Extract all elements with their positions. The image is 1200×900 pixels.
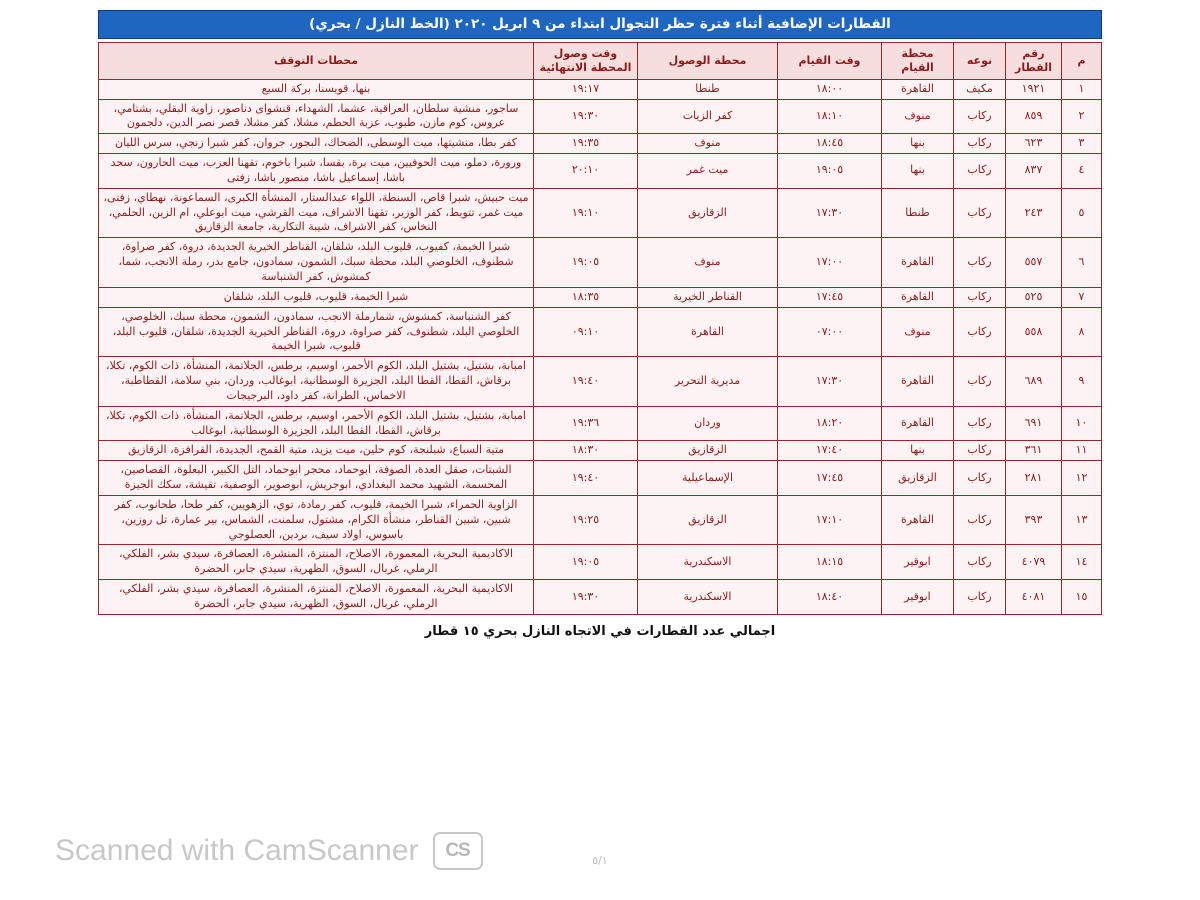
- table-row: [99, 580, 1102, 615]
- cell-departure: ٠٧:٠٠: [778, 307, 882, 357]
- cell-train-no: ٤٠٧٩: [1006, 545, 1062, 580]
- cell-to: الزقازيق: [638, 495, 778, 545]
- cell-train-no: ٢٨١: [1006, 461, 1062, 496]
- cell-index: ١٥: [1062, 580, 1102, 615]
- cell-arrival: ٠٩:١٠: [534, 307, 638, 357]
- cell-to: الزقازيق: [638, 441, 778, 461]
- cell-departure: ١٨:٠٠: [778, 79, 882, 99]
- cell-type: ركاب: [954, 441, 1006, 461]
- cell-to: وردان: [638, 406, 778, 441]
- cell-stops: كفر الشنباسة، كمشوش، شمارملة الانجب، سمادون، الشمون، محطة سبك، الخلوصي، الخلوصي البلد، شطنوف، كفر صراوة، دروة، القناطر الخيرية الجديدة، شلقان، قليوب البلد، قليوب، شبرا الخيمة: [99, 307, 534, 357]
- cell-type: ركاب: [954, 134, 1006, 154]
- cell-type: مكيف: [954, 79, 1006, 99]
- cell-stops: الاكاديمية البحرية، المعمورة، الاصلاح، المنتزة، المنشرة، العصافرة، سيدي بشر، الفلكي، الرملي، غربال، السوق، الظهرية، سيدي جابر، الحضرة: [99, 545, 534, 580]
- cell-type: ركاب: [954, 357, 1006, 407]
- cell-type: ركاب: [954, 154, 1006, 189]
- table-row: [99, 188, 1102, 238]
- cell-from: القاهرة: [882, 406, 954, 441]
- cell-from: الزقازيق: [882, 461, 954, 496]
- table-row: [99, 238, 1102, 288]
- cell-arrival: ١٨:٣٠: [534, 441, 638, 461]
- cell-index: ٩: [1062, 357, 1102, 407]
- cell-type: ركاب: [954, 461, 1006, 496]
- cell-to: كفر الزيات: [638, 99, 778, 134]
- cell-to: مديرية التحرير: [638, 357, 778, 407]
- total-trains-note: اجمالي عدد القطارات في الاتجاه النازل بحري ١٥ قطار: [424, 623, 776, 639]
- cell-to: الزقازيق: [638, 188, 778, 238]
- cell-index: ٧: [1062, 287, 1102, 307]
- cell-train-no: ٥٢٥: [1006, 287, 1062, 307]
- cell-arrival: ١٩:٣٠: [534, 580, 638, 615]
- cell-to: منوف: [638, 238, 778, 288]
- cell-type: ركاب: [954, 545, 1006, 580]
- table-row: [99, 545, 1102, 580]
- cell-arrival: ١٩:٠٥: [534, 238, 638, 288]
- cell-departure: ١٨:١٠: [778, 99, 882, 134]
- cell-train-no: ٦٩١: [1006, 406, 1062, 441]
- table-row: [99, 154, 1102, 189]
- table-row: [99, 461, 1102, 496]
- cell-type: ركاب: [954, 99, 1006, 134]
- cell-from: طنطا: [882, 188, 954, 238]
- cell-from: القاهرة: [882, 287, 954, 307]
- cell-train-no: ٦٨٩: [1006, 357, 1062, 407]
- cell-departure: ١٨:٤٠: [778, 580, 882, 615]
- cell-arrival: ٢٠:١٠: [534, 154, 638, 189]
- cell-from: القاهرة: [882, 357, 954, 407]
- cell-train-no: ٦٢٣: [1006, 134, 1062, 154]
- cell-train-no: ٣٩٣: [1006, 495, 1062, 545]
- cell-train-no: ٣٦١: [1006, 441, 1062, 461]
- cell-index: ٥: [1062, 188, 1102, 238]
- column-header-to: محطة الوصول: [638, 43, 778, 80]
- cell-type: ركاب: [954, 406, 1006, 441]
- cell-from: القاهرة: [882, 238, 954, 288]
- cell-train-no: ٤٠٨١: [1006, 580, 1062, 615]
- cell-index: ٣: [1062, 134, 1102, 154]
- cell-stops: امبابة، بشتيل، بشتيل البلد، الكوم الأحمر، اوسيم، برطس، الجلاتمة، المنشأة، ذات الكوم، تكلا، برقاش، القطا، القطا البلد، الجزيرة الوسطانية، ابوغالب: [99, 406, 534, 441]
- document-body: [98, 10, 1102, 639]
- cell-stops: متية السباع، شبلنجة، كوم حلين، ميت يزيد، متية القمح، الجديدة، القرافزة، الزقازيق: [99, 441, 534, 461]
- cell-arrival: ١٩:٠٥: [534, 545, 638, 580]
- cell-arrival: ١٩:٣٥: [534, 134, 638, 154]
- cell-to: طنطا: [638, 79, 778, 99]
- cell-type: ركاب: [954, 307, 1006, 357]
- cell-stops: بنها، قويسنا، بركة السبع: [99, 79, 534, 99]
- document-title: القطارات الإضافية أثناء فترة حظر التجوال ابتداء من ٩ ابريل ٢٠٢٠ (الخط النازل / بحري): [98, 10, 1102, 39]
- cell-from: ابوقير: [882, 545, 954, 580]
- train-schedule-table: [98, 42, 1102, 615]
- cell-arrival: ١٨:٣٥: [534, 287, 638, 307]
- cell-from: بنها: [882, 134, 954, 154]
- camscanner-watermark-text: Scanned with CamScanner: [55, 834, 419, 867]
- table-body: [99, 79, 1102, 614]
- cell-index: ٨: [1062, 307, 1102, 357]
- cell-index: ١٢: [1062, 461, 1102, 496]
- cell-stops: ورورة، دملو، ميت الحوفيين، ميت برة، بقسا، شبرا باخوم، تقهنا العزب، ميت الحارون، سحد باشا، إسماعيل باشا، منصور باشا، زفتى: [99, 154, 534, 189]
- cell-stops: ساجور، منشية سلطان، العراقية، عشما، الشهداء، قنشوای دناصور، زاوية البقلي، بشتامي، عروس، كوم مازن، طبوب، عزبة الحطم، مشلا، كفر مشلا، قصر نصر الدين، دلجمون: [99, 99, 534, 134]
- cell-to: الاسكندرية: [638, 580, 778, 615]
- cell-departure: ١٨:٤٥: [778, 134, 882, 154]
- page-number: ٥/١: [592, 854, 608, 867]
- cell-train-no: ١٩٢١: [1006, 79, 1062, 99]
- table-row: [99, 307, 1102, 357]
- cell-arrival: ١٩:٤٠: [534, 357, 638, 407]
- cell-arrival: ١٩:٣٠: [534, 99, 638, 134]
- table-row: [99, 134, 1102, 154]
- table-row: [99, 79, 1102, 99]
- table-row: [99, 99, 1102, 134]
- cell-departure: ١٨:٢٠: [778, 406, 882, 441]
- cell-from: منوف: [882, 307, 954, 357]
- cell-train-no: ٥٥٧: [1006, 238, 1062, 288]
- cell-from: القاهرة: [882, 495, 954, 545]
- table-header-row: [99, 43, 1102, 80]
- cell-from: ابوقير: [882, 580, 954, 615]
- table-row: [99, 406, 1102, 441]
- cell-departure: ١٧:٤٠: [778, 441, 882, 461]
- cell-stops: الشبتات، صقل العدة، الصوفة، ابوحماد، محجر ابوحماد، التل الكبير، البعلوة، القصاصين، المحسمة، الشهيد محمد البغدادي، ابوجريش، ابوصوير، الوصفية، تقيشة، سكك الجيزة: [99, 461, 534, 496]
- camscanner-watermark: [55, 832, 483, 870]
- cell-arrival: ١٩:٣٦: [534, 406, 638, 441]
- cell-train-no: ٥٥٨: [1006, 307, 1062, 357]
- cell-index: ١٠: [1062, 406, 1102, 441]
- cell-stops: كفر بطا، منشيتها، ميت الوسطى، الضحاك، البجور، جروان، كفر شبرا زنجي، سرس الليان: [99, 134, 534, 154]
- cell-to: القناطر الخيرية: [638, 287, 778, 307]
- cell-index: ٦: [1062, 238, 1102, 288]
- cell-arrival: ١٩:١٧: [534, 79, 638, 99]
- cell-departure: ١٧:٠٠: [778, 238, 882, 288]
- cell-stops: الاكاديمية البحرية، المعمورة، الاصلاح، المنتزة، المنشرة، العصافرة، سيدي بشر، الفلكي، الرملي، غربال، السوق، الظهرية، سيدي جابر، الحضرة: [99, 580, 534, 615]
- cell-departure: ١٧:٣٠: [778, 188, 882, 238]
- cell-to: القاهرة: [638, 307, 778, 357]
- cell-train-no: ٢٤٣: [1006, 188, 1062, 238]
- table-row: [99, 287, 1102, 307]
- column-header-train-no: رقم القطار: [1006, 43, 1062, 80]
- cell-type: ركاب: [954, 495, 1006, 545]
- cell-from: منوف: [882, 99, 954, 134]
- column-header-from: محطة القيام: [882, 43, 954, 80]
- cell-to: منوف: [638, 134, 778, 154]
- cell-departure: ١٨:١٥: [778, 545, 882, 580]
- cell-departure: ١٧:٣٠: [778, 357, 882, 407]
- cell-arrival: ١٩:٤٠: [534, 461, 638, 496]
- cell-to: ميت غمر: [638, 154, 778, 189]
- camscanner-logo-icon: CS: [433, 832, 483, 870]
- cell-index: ٤: [1062, 154, 1102, 189]
- cell-to: الاسكندرية: [638, 545, 778, 580]
- table-row: [99, 357, 1102, 407]
- cell-stops: امبابة، بشتيل، بشتيل البلد، الكوم الأحمر، اوسيم، برطس، الجلاتمة، المنشأة، ذات الكوم، تكلا، برقاش، القطا، القطا البلد، الجزيرة الوسطانية، ابوغالب، وردان، بني سلامة، القطاطبة، الاخماس، الطرانة، كفر داود، البرجيجات: [99, 357, 534, 407]
- column-header-type: نوعه: [954, 43, 1006, 80]
- cell-stops: الزاوية الحمراء، شبرا الخيمة، قليوب، كفر رمادة، توي، الزهويين، كفر طحا، طحانوب، كفر شبين، شبين القناطر، منشأة الكرام، مشتول، سلمنت، الشماس، بير عمارة، تل روزين، باسوس، اولاد سيف، بردين، العصلوجي: [99, 495, 534, 545]
- table-row: [99, 441, 1102, 461]
- column-header-arrival: وقت وصول المحطة الانتهائية: [534, 43, 638, 80]
- column-header-stops: محطات التوقف: [99, 43, 534, 80]
- cell-arrival: ١٩:٢٥: [534, 495, 638, 545]
- cell-stops: شبرا الخيمة، قليوب، قليوب البلد، شلقان: [99, 287, 534, 307]
- cell-type: ركاب: [954, 580, 1006, 615]
- cell-stops: ميت حبيش، شبرا قاص، السنطة، اللواء عبدالستار، المنشأة الكبرى، السماعونة، نهطاي، زفتى، ميت غمر، تتويط، كفر الوزير، تقهنا الاشراف، ميت القرشي، ميت ابوعلي، ام الزين، الحلمي، النخاس، كفر الاشراف، شيبة التكارية، جامعة الزقازيق: [99, 188, 534, 238]
- cell-type: ركاب: [954, 188, 1006, 238]
- cell-from: بنها: [882, 441, 954, 461]
- cell-stops: شبرا الخيمة، كفيوب، قليوب البلد، شلقان، القناطر الخيرية الجديدة، دروة، كفر صراوة، شطنوف، الخلوصي البلد، محطة سبك، الشمون، سمادون، جامع بدر، رملة الانجب، شما، كمشوش، كفر الشنباسة: [99, 238, 534, 288]
- cell-index: ١٣: [1062, 495, 1102, 545]
- cell-index: ١١: [1062, 441, 1102, 461]
- cell-train-no: ٨٣٧: [1006, 154, 1062, 189]
- cell-index: ١٤: [1062, 545, 1102, 580]
- cell-arrival: ١٩:١٠: [534, 188, 638, 238]
- column-header-index: م: [1062, 43, 1102, 80]
- cell-from: بنها: [882, 154, 954, 189]
- cell-departure: ١٩:٠٥: [778, 154, 882, 189]
- cell-index: ١: [1062, 79, 1102, 99]
- cell-train-no: ٨٥٩: [1006, 99, 1062, 134]
- cell-departure: ١٧:٤٥: [778, 461, 882, 496]
- cell-type: ركاب: [954, 238, 1006, 288]
- cell-index: ٢: [1062, 99, 1102, 134]
- cell-departure: ١٧:٤٥: [778, 287, 882, 307]
- table-row: [99, 495, 1102, 545]
- cell-departure: ١٧:١٠: [778, 495, 882, 545]
- cell-to: الإسماعيلية: [638, 461, 778, 496]
- cell-from: القاهرة: [882, 79, 954, 99]
- cell-type: ركاب: [954, 287, 1006, 307]
- column-header-departure: وقت القيام: [778, 43, 882, 80]
